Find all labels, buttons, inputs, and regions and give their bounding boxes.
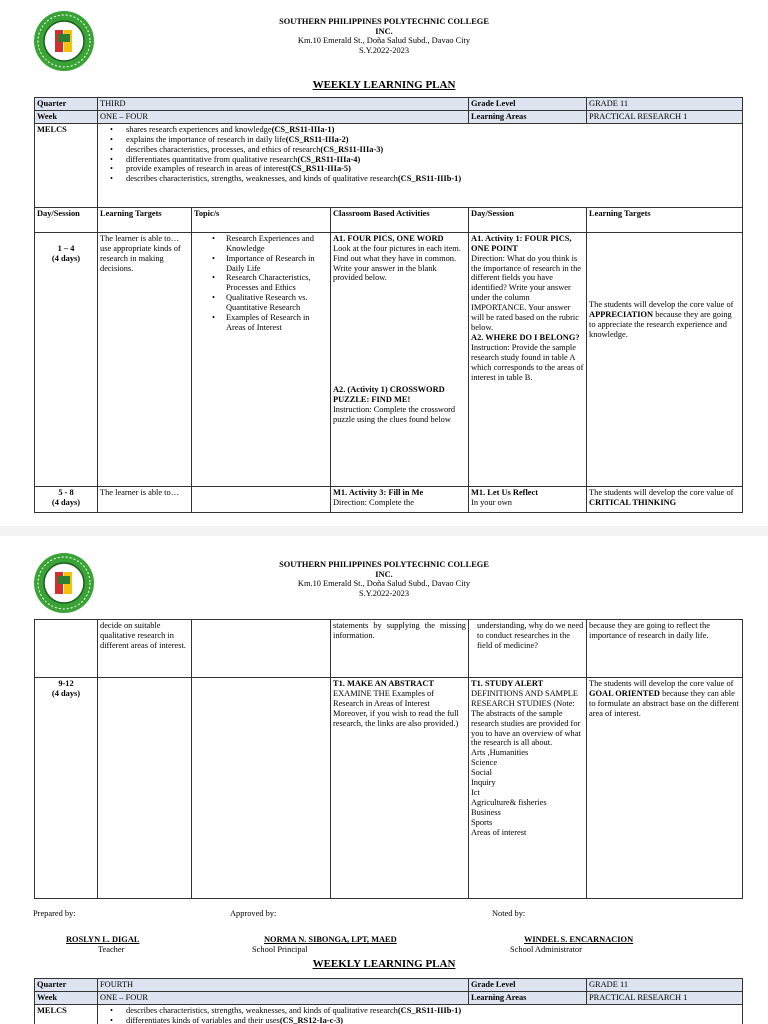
session-row-3 bbox=[35, 678, 743, 899]
week-row bbox=[35, 110, 743, 123]
melc-item: • shares research experiences and knowledge(CS_RS11-IIIa-1) bbox=[100, 125, 740, 135]
area-item: Ict bbox=[471, 787, 480, 797]
melc-item: • differentiates kinds of variables and their uses(CS_RS12-Ia-c-3) bbox=[100, 1016, 740, 1024]
activity-title: A2. (Activity 1) CROSSWORD PUZZLE: FIND ME! bbox=[333, 385, 445, 405]
school-seal-logo bbox=[33, 552, 95, 614]
activities-cell: M1. Activity 3: Fill in Me Direction: Complete the bbox=[331, 486, 469, 512]
day-cell: 5 - 8 (4 days) bbox=[35, 486, 98, 512]
signatory-role: Teacher bbox=[98, 944, 125, 954]
activity-text: Look at the four pictures in each item. Find out what they have in common. Write your answer in the blank provided below. bbox=[333, 243, 461, 283]
grade-value: GRADE 11 bbox=[587, 98, 743, 111]
grade-label: Grade Level bbox=[469, 98, 587, 111]
area-value: PRACTICAL RESEARCH 1 bbox=[587, 110, 743, 123]
plan-title-2: WEEKLY LEARNING PLAN bbox=[312, 958, 456, 970]
signatory-approved bbox=[252, 935, 397, 955]
area-item: Agriculture& fisheries bbox=[471, 797, 547, 807]
week-row: Week ONE – FOUR Learning Areas PRACTICAL RESEARCH 1 bbox=[35, 991, 743, 1004]
signatory-name: ROSLYN L. DIGAL bbox=[66, 935, 140, 944]
melcs-list bbox=[100, 125, 740, 184]
melcs-list-cell bbox=[98, 123, 743, 207]
signatory-role: School Principal bbox=[252, 944, 308, 954]
target-cell: decide on suitable qualitative research in different areas of interest. bbox=[98, 620, 192, 678]
topics-list bbox=[194, 234, 328, 333]
col-header: Classroom Based Activities bbox=[331, 207, 469, 232]
quarter-label: Quarter bbox=[35, 98, 98, 111]
topic-item: • Importance of Research in Daily Life bbox=[194, 254, 328, 274]
school-year: S.Y.2022-2023 bbox=[358, 45, 410, 55]
area-item: Arts ,Humanities bbox=[471, 748, 529, 758]
melcs-list bbox=[100, 1006, 740, 1024]
prepared-label: Prepared by: bbox=[33, 909, 76, 918]
melc-item: • describes characteristics, processes, and ethics of research(CS_RS11-IIIa-3) bbox=[100, 145, 740, 155]
topics-cell bbox=[192, 620, 331, 678]
col-header: Learning Targets bbox=[587, 207, 743, 232]
letterhead: SOUTHERN PHILIPPINES POLYTECHNIC COLLEGE INC. Km.10 Emerald St., Doña Salud Subd., Davao City S.Y.2022-2023 bbox=[279, 560, 489, 598]
topic-item: • Research Experiences and Knowledge bbox=[194, 234, 328, 254]
core-value-cell: The students will develop the core value of GOAL ORIENTED because they can able to formulate an abstract base on the different area of interest. bbox=[587, 678, 743, 899]
page-separator bbox=[0, 526, 768, 536]
area-item: Inquiry bbox=[471, 778, 496, 788]
activity-text: Instruction: Provide the sample research study found in table A which corresponds to the areas of interest in table B. bbox=[471, 342, 584, 382]
topics-cell bbox=[192, 678, 331, 899]
approved-label: Approved by: bbox=[230, 909, 277, 918]
melc-item: • describes characteristics, strengths, weaknesses, and kinds of qualitative research(CS_RS11-IIIb-1) bbox=[100, 1006, 740, 1016]
melcs-label: MELCS bbox=[35, 123, 98, 207]
target-cell bbox=[98, 678, 192, 899]
core-value-cell: because they are going to reflect the importance of research in daily life. bbox=[587, 620, 743, 678]
melc-item: • differentiates quantitative from qualitative research(CS_RS11-IIIa-4) bbox=[100, 155, 740, 165]
school-seal-logo bbox=[33, 10, 95, 72]
activity-title: A2. WHERE DO I BELONG? bbox=[471, 332, 580, 342]
area-item: Science bbox=[471, 758, 498, 768]
melcs-row: MELCS • describes characteristics, strengths, weaknesses, and kinds of qualitative research(CS_RS11-IIIb-1) • differentiates kinds of variables and their uses(CS_RS12-Ia-c-3) bbox=[35, 1004, 743, 1024]
core-value-cell: The students will develop the core value of CRITICAL THINKING bbox=[587, 486, 743, 512]
target-cell: The learner is able to… bbox=[98, 486, 192, 512]
topic-item: • Qualitative Research vs. Quantitative Research bbox=[194, 293, 328, 313]
col-header: Day/Session bbox=[35, 207, 98, 232]
college-name: SOUTHERN PHILIPPINES POLYTECHNIC COLLEGE bbox=[279, 17, 489, 26]
melc-item: • provide examples of research in areas of interest(CS_RS11-IIIa-5) bbox=[100, 164, 740, 174]
day-cell: 9-12 (4 days) bbox=[35, 678, 98, 899]
melc-item: • explains the importance of research in daily life(CS_RS11-IIIa-2) bbox=[100, 135, 740, 145]
home-activities-cell: T1. STUDY ALERT DEFINITIONS AND SAMPLE RESEARCH STUDIES (Note: The abstracts of the sample research studies are provided for you to have an overview of what the research is all about. Arts ,Humanities Science Social Inquiry Ict Agriculture& fisheries Business Sports Areas of interest bbox=[469, 678, 587, 899]
session-row-2 bbox=[35, 486, 743, 512]
week-value: ONE – FOUR bbox=[98, 110, 469, 123]
activity-text: Instruction: Complete the crossword puzzle using the clues found below bbox=[333, 405, 456, 425]
topics-cell bbox=[192, 486, 331, 512]
signatory-role: School Administrator bbox=[510, 944, 582, 954]
continued-row bbox=[35, 620, 743, 678]
learning-plan-table-continued bbox=[34, 619, 743, 899]
activities-cell: T1. MAKE AN ABSTRACT EXAMINE THE Examples of Research in Areas of Interest Moreover, if you wish to read the full research, the links are also provided.) bbox=[331, 678, 469, 899]
home-activities-cell: understanding, why do we need to conduct researches in the field of medicine? bbox=[469, 620, 587, 678]
plan-title: WEEKLY LEARNING PLAN bbox=[312, 79, 456, 91]
area-label: Learning Areas bbox=[469, 110, 587, 123]
activity-title: A1. Activity 1: FOUR PICS, ONE POINT bbox=[471, 233, 572, 253]
area-item: Areas of interest bbox=[471, 827, 527, 837]
activity-text: Direction: What do you think is the importance of research in the different fields you have identified? Write your answer under the column IMPORTANCE. Your answer will be rated based on the rubric below. bbox=[471, 253, 582, 332]
signatory-name: WINDEL S. ENCARNACION bbox=[524, 935, 634, 944]
melc-item: • describes characteristics, strengths, weaknesses, and kinds of qualitative research(CS_RS11-IIIb-1) bbox=[100, 174, 740, 184]
melcs-row bbox=[35, 123, 743, 207]
letterhead bbox=[100, 17, 668, 56]
activities-cell: statements by supplying the missing information. bbox=[331, 620, 469, 678]
area-item: Business bbox=[471, 807, 501, 817]
topic-item: • Research Characteristics, Processes and Ethics bbox=[194, 273, 328, 293]
college-inc: INC. bbox=[375, 26, 393, 36]
topics-cell bbox=[192, 232, 331, 486]
learning-plan-table-2 bbox=[34, 978, 743, 1024]
column-header-row bbox=[35, 207, 743, 232]
col-header: Topic/s bbox=[192, 207, 331, 232]
col-header: Day/Session bbox=[469, 207, 587, 232]
quarter-value: THIRD bbox=[98, 98, 469, 111]
activities-cell bbox=[331, 232, 469, 486]
quarter-row bbox=[35, 98, 743, 111]
topic-item: • Examples of Research in Areas of Interest bbox=[194, 313, 328, 333]
area-item: Sports bbox=[471, 817, 493, 827]
signatory-name: NORMA N. SIBONGA, LPT, MAED bbox=[264, 935, 397, 944]
home-activities-cell bbox=[469, 232, 587, 486]
session-row-1 bbox=[35, 232, 743, 486]
target-cell: The learner is able to… use appropriate kinds of research in making decisions. bbox=[98, 232, 192, 486]
signatory-noted bbox=[510, 935, 634, 955]
day-cell bbox=[35, 620, 98, 678]
college-address: Km.10 Emerald St., Doña Salud Subd., Davao City bbox=[297, 36, 471, 46]
area-item: Social bbox=[471, 768, 492, 778]
quarter-row: Quarter FOURTH Grade Level GRADE 11 bbox=[35, 979, 743, 992]
week-label: Week bbox=[35, 110, 98, 123]
day-cell: 1 – 4 (4 days) bbox=[35, 232, 98, 486]
core-value-cell: The students will develop the core value of APPRECIATION because they are going to appreciate the research experience and knowledge. bbox=[587, 232, 743, 486]
noted-label: Noted by: bbox=[492, 909, 526, 918]
document-page-2 bbox=[0, 540, 768, 1024]
learning-plan-table bbox=[34, 97, 743, 513]
col-header: Learning Targets bbox=[98, 207, 192, 232]
signatory-prepared bbox=[66, 935, 139, 955]
activity-title: A1. FOUR PICS, ONE WORD bbox=[333, 233, 444, 243]
home-activities-cell: M1. Let Us Reflect In your own bbox=[469, 486, 587, 512]
